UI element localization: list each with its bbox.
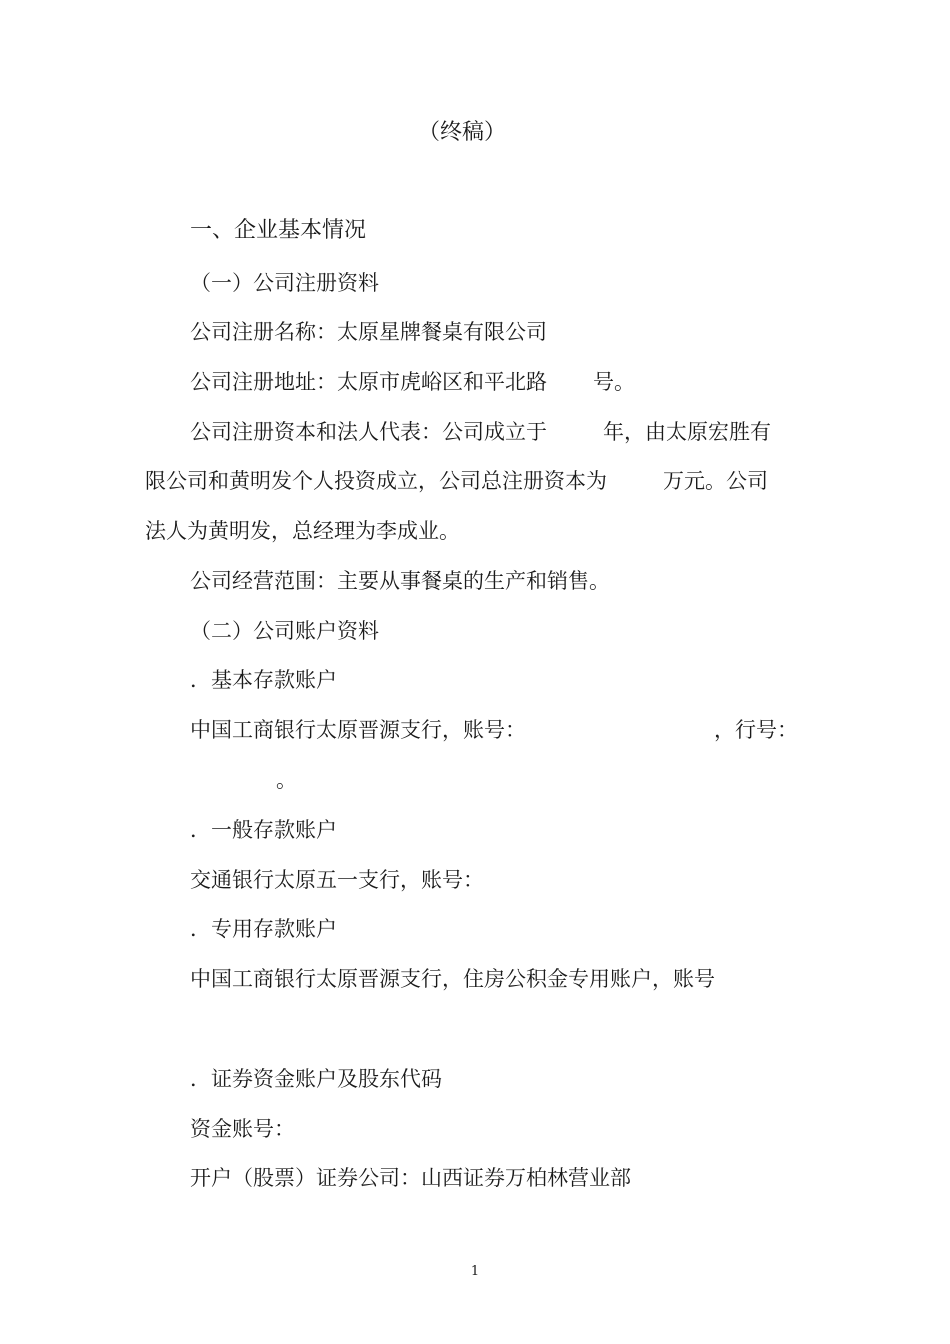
basic-account-text: 中国工商银行太原晋源支行，账号： [190,718,526,742]
capital-line-2 [145,468,768,494]
registered-address-text: 公司注册地址：太原市虎峪区和平北路 [190,370,547,394]
subsection-heading-accounts: （二）公司账户资料 [190,619,379,643]
basic-account-bank-code-label: ，行号： [714,718,798,742]
business-scope: 公司经营范围：主要从事餐桌的生产和销售。 [190,569,610,593]
capital-line-2-text: 限公司和黄明发个人投资成立，公司总注册资本为 [145,469,607,493]
document-title: （终稿） [418,120,507,145]
capital-line-3: 法人为黄明发，总经理为李成业。 [145,519,460,543]
registered-address [190,369,635,395]
capital-line-2-suffix: 万元。公司 [663,469,768,493]
registered-address-suffix: 号。 [593,370,635,394]
capital-line-1 [190,419,771,445]
registered-name: 公司注册名称：太原星牌餐桌有限公司 [190,320,547,344]
general-account-title: ．一般存款账户 [190,818,337,842]
section-heading: 一、企业基本情况 [190,218,367,243]
basic-account-line [190,717,798,743]
broker-info: 开户（股票）证券公司：山西证券万柏林营业部 [190,1166,631,1190]
general-account-line: 交通银行太原五一支行，账号： [190,868,484,892]
capital-line-1-text: 公司注册资本和法人代表：公司成立于 [190,420,547,444]
fund-account: 资金账号： [190,1117,295,1141]
securities-account-title: ．证券资金账户及股东代码 [190,1067,442,1091]
page-number: 1 [470,1264,480,1279]
special-account-line: 中国工商银行太原晋源支行，住房公积金专用账户，账号 [190,967,715,991]
capital-line-1-suffix: 年，由太原宏胜有 [603,420,771,444]
special-account-title: ．专用存款账户 [190,917,337,941]
basic-account-end: 。 [276,768,297,792]
subsection-heading-registration: （一）公司注册资料 [190,271,379,295]
basic-account-title: ．基本存款账户 [190,668,337,692]
